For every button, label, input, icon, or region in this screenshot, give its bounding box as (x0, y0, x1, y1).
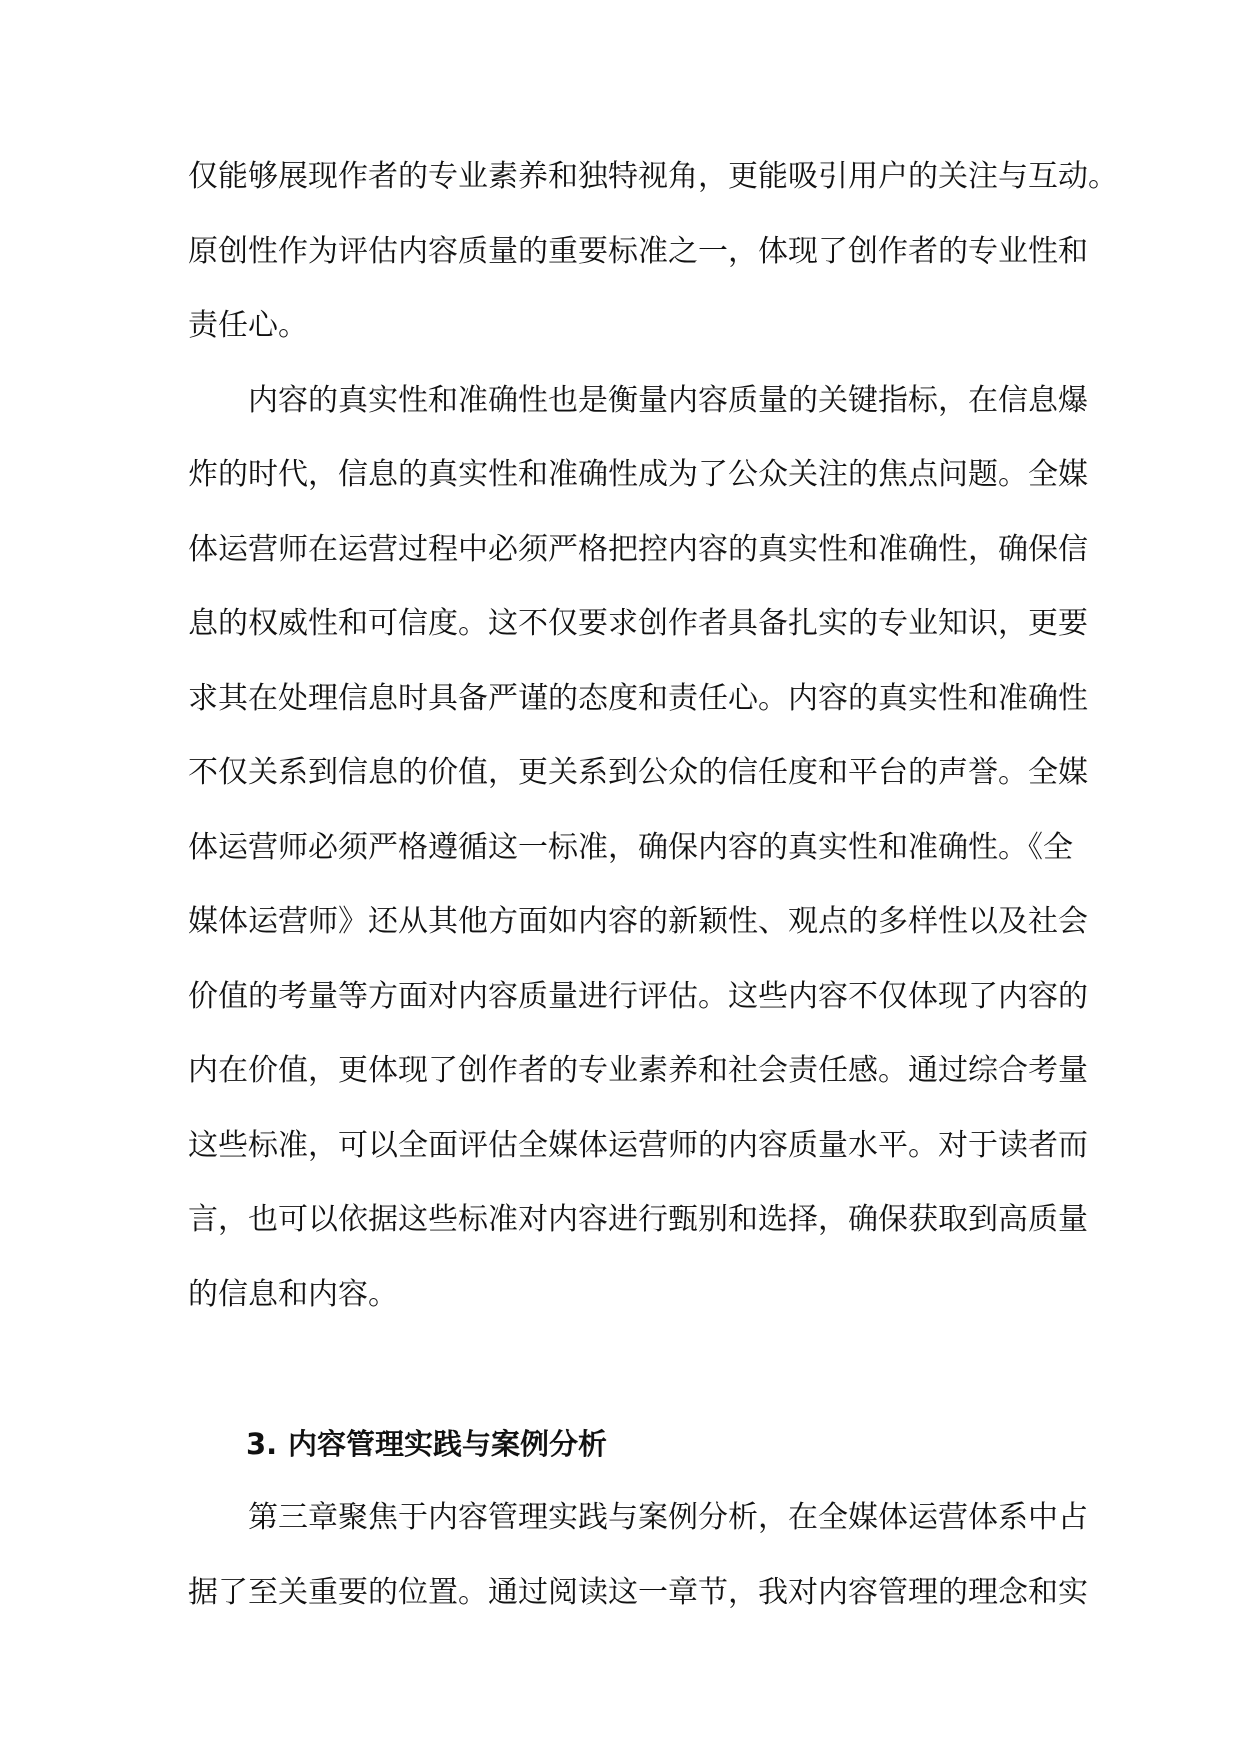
section-number: 3. (246, 1426, 278, 1461)
text-line: 第三章聚焦于内容管理实践与案例分析，在全媒体运营体系中占 (248, 1500, 1088, 1535)
text-line: 的信息和内容。 (188, 1276, 398, 1312)
text-line: 体运营师必须严格遵循这一标准，确保内容的真实性和准确性。《全 (188, 829, 1073, 865)
section-heading (188, 1407, 1058, 1482)
text-line: 息的权威性和可信度。这不仅要求创作者具备扎实的专业知识，更要 (188, 606, 1088, 641)
section-spacer (188, 1332, 1058, 1407)
text-line: 内容的真实性和准确性也是衡量内容质量的关键指标，在信息爆 (248, 382, 1088, 418)
text-line: 责任心。 (188, 308, 308, 343)
text-line: 言，也可以依据这些标准对内容进行甄别和选择，确保获取到高质量 (188, 1202, 1088, 1237)
document-page (188, 140, 1118, 1630)
text-line: 求其在处理信息时具备严谨的态度和责任心。内容的真实性和准确性 (188, 680, 1088, 716)
paragraph-section-intro (188, 1481, 1088, 1630)
text-line: 价值的考量等方面对内容质量进行评估。这些内容不仅体现了内容的 (188, 978, 1088, 1014)
text-line: 不仅关系到信息的价值，更关系到公众的信任度和平台的声誉。全媒 (188, 755, 1088, 790)
text-line: 据了至关重要的位置。通过阅读这一章节，我对内容管理的理念和实 (188, 1574, 1088, 1610)
paragraph-accuracy (188, 364, 1088, 1333)
text-line: 原创性作为评估内容质量的重要标准之一，体现了创作者的专业性和 (188, 233, 1088, 269)
section-title: 内容管理实践与案例分析 (288, 1426, 608, 1461)
text-line: 内在价值，更体现了创作者的专业素养和社会责任感。通过综合考量 (188, 1053, 1088, 1088)
text-line: 这些标准，可以全面评估全媒体运营师的内容质量水平。对于读者而 (188, 1127, 1088, 1163)
text-line: 媒体运营师》还从其他方面如内容的新颖性、观点的多样性以及社会 (188, 904, 1088, 939)
text-line: 仅能够展现作者的专业素养和独特视角，更能吸引用户的关注与互动。 (188, 159, 1118, 194)
paragraph-continued (188, 140, 1118, 364)
text-line: 体运营师在运营过程中必须严格把控内容的真实性和准确性，确保信 (188, 531, 1088, 567)
text-line: 炸的时代，信息的真实性和准确性成为了公众关注的焦点问题。全媒 (188, 457, 1088, 492)
